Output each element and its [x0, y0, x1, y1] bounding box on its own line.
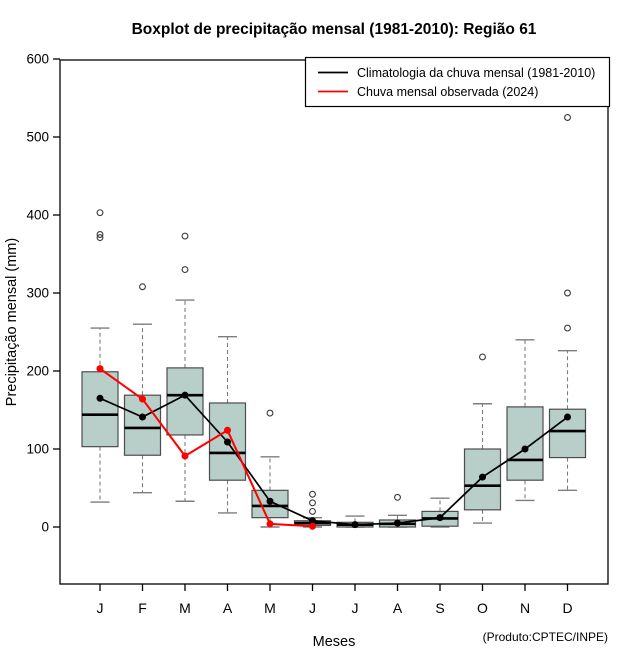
- x-tick-label: N: [519, 600, 531, 616]
- y-tick-label: 100: [26, 441, 49, 457]
- chart-title: Boxplot de precipitação mensal (1981-2010): Região 61: [131, 21, 537, 38]
- climatology-line-point: [224, 438, 231, 445]
- y-tick-label: 300: [26, 285, 49, 301]
- x-tick-label: M: [264, 600, 276, 616]
- x-tick-label: J: [309, 600, 316, 616]
- climatology-line-point: [352, 521, 359, 528]
- observed-line-point: [97, 365, 104, 372]
- x-tick-label: D: [562, 600, 573, 616]
- iqr-box: [125, 395, 161, 455]
- climatology-line-point: [564, 414, 571, 421]
- climatology-line-point: [394, 520, 401, 527]
- x-tick-label: A: [222, 600, 233, 616]
- x-tick-label: M: [179, 600, 191, 616]
- credit-text: (Produto:CPTEC/INPE): [482, 630, 608, 644]
- climatology-line-point: [182, 392, 189, 399]
- y-tick-label: 500: [26, 129, 49, 145]
- climatology-line-point: [522, 446, 529, 453]
- x-tick-label: J: [96, 600, 104, 616]
- y-tick-label: 0: [41, 519, 49, 535]
- legend: [306, 58, 610, 107]
- y-tick-label: 200: [26, 363, 49, 379]
- climatology-line-point: [267, 498, 274, 505]
- legend-item-climatology: [318, 66, 595, 80]
- x-tick-label: A: [392, 600, 403, 616]
- observed-line-point: [182, 453, 189, 460]
- y-tick-label: 400: [26, 207, 49, 223]
- observed-line-point: [139, 396, 146, 403]
- observed-line-point: [224, 427, 231, 434]
- x-axis-label: Meses: [312, 634, 356, 650]
- x-tick-label: F: [138, 600, 147, 616]
- x-tick-label: S: [435, 600, 445, 616]
- y-axis-label: Precipitação mensal (mm): [4, 237, 20, 407]
- climatology-line-point: [437, 514, 444, 521]
- y-tick-label: 600: [26, 51, 49, 67]
- observed-line-point: [309, 523, 316, 530]
- climatology-line-point: [97, 395, 104, 402]
- observed-line-point: [267, 520, 274, 527]
- x-tick-label: O: [477, 600, 488, 616]
- legend-label-observed: Chuva mensal observada (2024): [357, 84, 539, 99]
- legend-label-climatology: Climatologia da chuva mensal (1981-2010): [357, 65, 596, 80]
- climatology-line-point: [139, 414, 146, 421]
- iqr-box: [507, 407, 543, 480]
- climatology-line-point: [479, 474, 486, 481]
- x-tick-label: J: [351, 600, 359, 616]
- iqr-box: [82, 372, 118, 447]
